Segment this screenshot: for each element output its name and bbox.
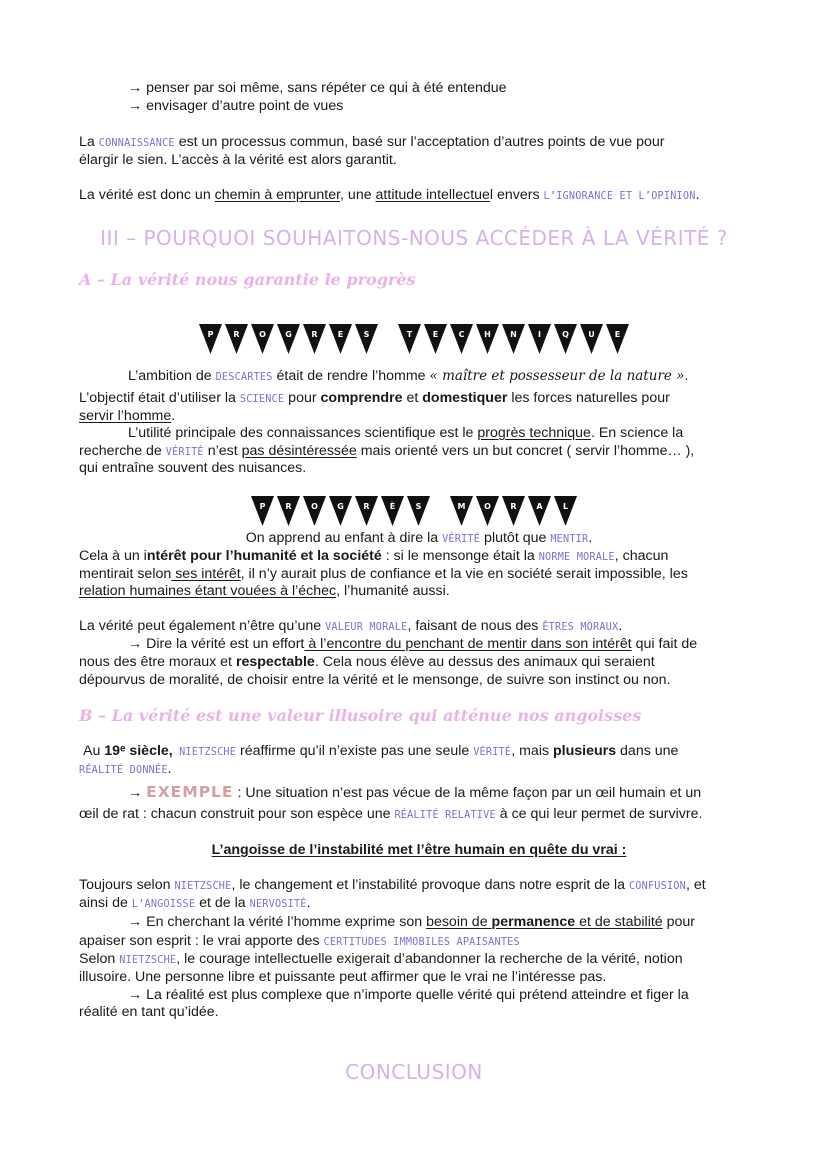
pennant-letter: M [457, 502, 466, 511]
handwritten-term: SCIENCE [239, 394, 285, 405]
subsection-title: L’angoisse de l’instabilité met l’être humain en quête du vrai : [211, 842, 627, 858]
paragraph-line: dépourvus de moralité, de choisir entre la vérité et le mensonge, de suivre son instinct ou non. [79, 672, 671, 688]
pennant-letter: P [259, 502, 266, 511]
handwritten-term: RÉALITÉ RELATIVE [394, 810, 496, 821]
pennant-flag [528, 496, 551, 526]
paragraph-line: → La réalité est plus complexe que n’importe quelle vérité qui prétend atteindre et figer la [128, 987, 689, 1003]
paragraph-line: nous des être moraux et respectable. Cela nous élève au dessus des animaux qui seraient [79, 654, 655, 670]
pennant-flag [225, 324, 248, 354]
pennant-flag [424, 324, 447, 354]
paragraph-line: Selon NIETZSCHE, le courage intellectuelle exigerait d’abandonner la recherche de la vérité, notion [79, 951, 683, 967]
paragraph-line: La vérité est donc un chemin à emprunter, une attitude intellectuel envers L’IGNORANCE ET L’OPINION. [79, 187, 700, 203]
handwritten-term: MENTIR [550, 534, 589, 545]
handwritten-term: NERVOSITÉ [249, 899, 307, 910]
paragraph-line: L’utilité principale des connaissances scientifique est le progrès technique. En science la [128, 425, 684, 441]
handwritten-term: CERTITUDES IMMOBILES APAISANTES [323, 937, 520, 948]
paragraph-line: → En cherchant la vérité l’homme exprime son besoin de permanence et de stabilité pour [128, 914, 696, 930]
pennant-letter: R [311, 330, 318, 339]
paragraph-line: La vérité peut également n’être qu’une VALEUR MORALE, faisant de nous des ÊTRES MORAUX. [79, 618, 623, 634]
pennant-flag [199, 324, 222, 354]
paragraph-line: recherche de VÉRITÉ n’est pas désintéressée mais orienté vers un but concret ( servir l’homme… ), [79, 443, 695, 459]
pennant-letter: O [484, 502, 491, 511]
pennant-letter: C [458, 330, 465, 339]
paragraph-line: ainsi de L’ANGOISSE et de la NERVOSITÉ. [79, 895, 311, 911]
paragraph-line: élargir le sien. L’accès à la vérité est alors garantit. [79, 152, 397, 168]
pennant-letter: R [233, 330, 240, 339]
handwritten-term: VALEUR MORALE [325, 622, 408, 633]
pennant-flag [329, 496, 352, 526]
pennant-letter: E [337, 330, 344, 339]
pennant-flag [407, 496, 430, 526]
pennant-letter: P [207, 330, 214, 339]
pennant-flag [355, 324, 378, 354]
pennant-flag [528, 324, 551, 354]
pennant-flag [398, 324, 421, 354]
handwritten-term: L’IGNORANCE ET L’OPINION [543, 191, 696, 202]
paragraph-line: Au 19ᵉ siècle, NIETZSCHE réaffirme qu’il n’existe pas une seule VÉRITÉ, mais plusieurs dans une [83, 743, 679, 759]
pennant-flag [476, 324, 499, 354]
pennant-letter: R [363, 502, 370, 511]
paragraph-line: œil de rat : chacun construit pour son espèce une RÉALITÉ RELATIVE à ce qui leur permet de survivre. [79, 806, 703, 822]
pennant-letter: H [484, 330, 491, 339]
pennant-letter: R [510, 502, 517, 511]
paragraph-line: servir l’homme. [79, 408, 176, 424]
pennant-letter: O [311, 502, 318, 511]
pennant-letter: R [285, 502, 292, 511]
paragraph-line: apaiser son esprit : le vrai apporte des CERTITUDES IMMOBILES APAISANTES [79, 933, 520, 949]
pennant-letter: N [510, 330, 517, 339]
paragraph-line: L’objectif était d’utiliser la SCIENCE pour comprendre et domestiquer les forces naturelles pour [79, 390, 670, 406]
paragraph-line: qui entraîne souvent des nuisances. [79, 460, 307, 476]
handwritten-term: CONNAISSANCE [98, 138, 175, 149]
paragraph-line: Cela à un intérêt pour l’humanité et la société : si le mensonge était la NORME MORALE, chacun [79, 548, 669, 564]
paragraph-line: illusoire. Une personne libre et puissante peut affirmer que le vrai ne l’intéresse pas. [79, 969, 607, 985]
pennant-flag [450, 496, 473, 526]
pennant-flag [554, 324, 577, 354]
pennant-letter: Q [562, 330, 569, 339]
banner-progres-technique [0, 324, 828, 354]
paragraph-line: → EXEMPLE : Une situation n’est pas vécue de la même façon par un œil humain et un [128, 783, 702, 801]
pennant-flag [303, 324, 326, 354]
section-title: III – POURQUOI SOUHAITONS-NOUS ACCÉDER À LA VÉRITÉ ? [100, 226, 728, 250]
handwritten-term: NORME MORALE [538, 552, 615, 563]
pennant-letter: G [285, 330, 292, 339]
handwritten-term: VÉRITÉ [442, 534, 481, 545]
pennant-letter: A [536, 502, 543, 511]
pennant-letter: U [588, 330, 595, 339]
pennant-flag [277, 324, 300, 354]
handwritten-term: NIETZSCHE [172, 747, 237, 758]
handwritten-term: NIETZSCHE [119, 955, 177, 966]
pennant-letter: T [406, 330, 413, 339]
pennant-flag [502, 324, 525, 354]
pennant-flag [329, 324, 352, 354]
banner-progres-moral [0, 496, 828, 526]
part-b-heading: B – La vérité est une valeur illusoire qui atténue nos angoisses [79, 706, 642, 725]
pennant-letter: E [432, 330, 439, 339]
pennant-flag [381, 496, 404, 526]
pennant-letter: S [415, 502, 422, 511]
pennant-letter: S [363, 330, 370, 339]
pennant-flag [554, 496, 577, 526]
pennant-letter: E [614, 330, 621, 339]
pennant-flag [251, 324, 274, 354]
banner-gap [381, 324, 395, 354]
handwritten-term: DESCARTES [215, 372, 273, 383]
pennant-letter: L [562, 502, 569, 511]
paragraph-line: RÉALITÉ DONNÉE. [79, 761, 172, 777]
handwritten-term: CONFUSION [628, 881, 686, 892]
paragraph-line: La CONNAISSANCE est un processus commun, basé sur l’acceptation d’autres points de vue pour [79, 134, 665, 150]
paragraph-line: réalité en tant qu’idée. [79, 1004, 219, 1020]
pennant-flag [251, 496, 274, 526]
handwritten-term: VÉRITÉ [473, 747, 512, 758]
handwritten-term: VÉRITÉ [165, 447, 204, 458]
paragraph-line: relation humaines étant vouées à l’échec, l’humanité aussi. [79, 583, 450, 599]
pennant-flag [476, 496, 499, 526]
paragraph-line: mentirait selon ses intérêt, il n’y aurait plus de confiance et la vie en société serait impossible, les [79, 566, 688, 582]
handwritten-term: RÉALITÉ DONNÉE [79, 765, 168, 776]
handwritten-term: L’ANGOISSE [131, 899, 196, 910]
pennant-flag [303, 496, 326, 526]
pennant-letter: I [538, 330, 541, 339]
quote: « maître et possesseur de la nature » [429, 368, 685, 384]
bullet-line: → envisager d’autre point de vues [128, 98, 344, 114]
exemple-label: EXEMPLE [146, 783, 234, 801]
pennant-flag [502, 496, 525, 526]
part-a-heading: A – La vérité nous garantie le progrès [79, 270, 416, 289]
pennant-letter: È [389, 502, 396, 511]
pennant-flag [277, 496, 300, 526]
paragraph-line: → Dire la vérité est un effort à l’encontre du penchant de mentir dans son intérêt qui fait de [128, 636, 698, 652]
paragraph-line: On apprend au enfant à dire la VÉRITÉ plutôt que MENTIR. [245, 530, 593, 546]
pennant-letter: O [259, 330, 266, 339]
handwritten-term: NIETZSCHE [174, 881, 232, 892]
paragraph-line: L’ambition de DESCARTES était de rendre l’homme « maître et possesseur de la nature ». [128, 368, 689, 384]
bullet-line: → penser par soi même, sans répéter ce qui à été entendue [128, 80, 507, 96]
banner-gap [433, 496, 447, 526]
paragraph-line: Toujours selon NIETZSCHE, le changement et l’instabilité provoque dans notre esprit de la CONFUSION, et [79, 877, 706, 893]
pennant-flag [450, 324, 473, 354]
pennant-flag [355, 496, 378, 526]
pennant-flag [580, 324, 603, 354]
pennant-flag [606, 324, 629, 354]
pennant-letter: G [337, 502, 344, 511]
conclusion-title: CONCLUSION [345, 1060, 483, 1084]
handwritten-term: ÊTRES MORAUX [542, 622, 619, 633]
